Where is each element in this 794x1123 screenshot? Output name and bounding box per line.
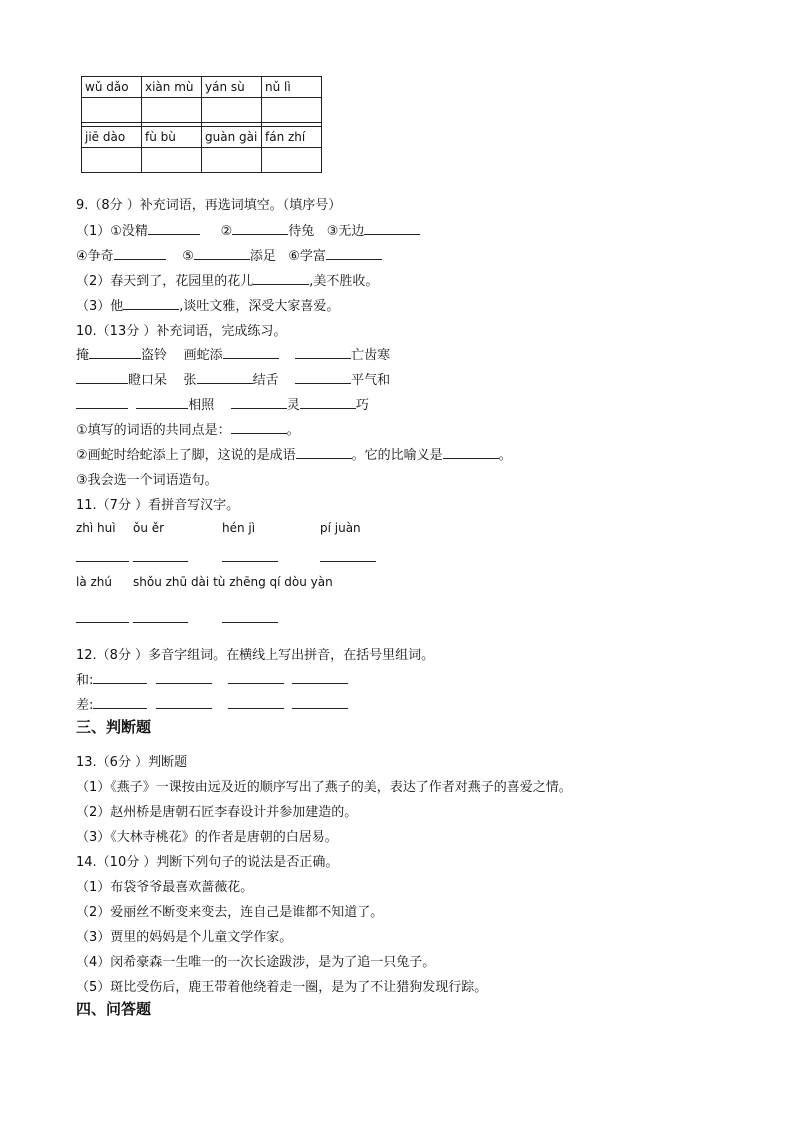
answer-blank[interactable] — [93, 671, 147, 684]
answer-blank[interactable] — [114, 247, 166, 260]
text: 相照 — [188, 398, 215, 413]
question-9-line-4 — [76, 295, 339, 314]
answer-blank[interactable] — [123, 297, 179, 310]
question-10-title: 10.（13分 ）补充词语，完成练习。 — [76, 324, 287, 339]
answer-blank[interactable] — [364, 222, 420, 235]
pinyin-cell: yán sù — [202, 77, 262, 98]
answer-blank[interactable] — [231, 396, 287, 409]
question-9-line-2 — [76, 245, 382, 264]
pinyin-prompt: pí juàn — [320, 521, 361, 535]
answer-line[interactable] — [76, 561, 129, 562]
polyphone-row-cha — [76, 694, 348, 713]
answer-line[interactable] — [76, 622, 129, 623]
judgement-item: （3）贾里的妈妈是个儿童文学作家。 — [76, 930, 293, 945]
question-10-row-3 — [76, 394, 369, 413]
section-heading: 三、判断题 — [76, 718, 152, 736]
question-10-row-1 — [76, 344, 390, 363]
answer-cell[interactable] — [142, 98, 202, 123]
text: 和: — [76, 673, 94, 688]
text: 差: — [76, 698, 94, 713]
answer-cell[interactable] — [82, 148, 142, 173]
text: 。 — [498, 448, 512, 463]
answer-blank[interactable] — [296, 446, 352, 459]
answer-line[interactable] — [222, 561, 278, 562]
text: ③无边 — [326, 224, 365, 239]
pinyin-prompt: hén jì — [222, 521, 256, 535]
polyphone-row-he — [76, 669, 348, 688]
text: 灵 — [286, 398, 300, 413]
answer-blank[interactable] — [295, 371, 351, 384]
answer-blank[interactable] — [194, 247, 250, 260]
text: 待兔 — [288, 224, 315, 239]
answer-cell[interactable] — [142, 148, 202, 173]
text: 亡齿寒 — [351, 348, 391, 363]
pinyin-cell: jiē dào — [82, 127, 142, 148]
answer-line[interactable] — [133, 622, 188, 623]
text: 画蛇添 — [183, 348, 223, 363]
text: ⑤ — [182, 249, 194, 264]
pinyin-prompt: shǒu zhū dài tù zhēng qí dòu yàn — [133, 575, 333, 589]
pinyin-cell: xiàn mù — [142, 77, 202, 98]
text: ①填写的词语的共同点是： — [76, 423, 231, 438]
judgement-item: （5）斑比受伤后，鹿王带着他绕着走一圈，是为了不让猎狗发现行踪。 — [76, 980, 488, 995]
text: ⑥学富 — [288, 249, 326, 264]
pinyin-cell: fán zhí — [262, 127, 322, 148]
answer-blank[interactable] — [292, 696, 348, 709]
answer-blank[interactable] — [443, 446, 499, 459]
answer-blank[interactable] — [93, 696, 147, 709]
text: 。它的比喻义是 — [351, 448, 443, 463]
answer-cell[interactable] — [262, 148, 322, 173]
question-13-title: 13.（6分 ）判断题 — [76, 755, 188, 770]
answer-blank[interactable] — [295, 346, 351, 359]
answer-line[interactable] — [133, 561, 188, 562]
text: 添足 — [249, 249, 276, 264]
answer-blank[interactable] — [76, 396, 128, 409]
answer-blank[interactable] — [76, 371, 128, 384]
answer-blank[interactable] — [136, 396, 188, 409]
question-10-sub-1 — [76, 419, 300, 438]
pinyin-prompt: zhì huì — [76, 521, 116, 535]
answer-blank[interactable] — [197, 371, 253, 384]
text: 平气和 — [351, 373, 391, 388]
text: ④争奇 — [76, 249, 114, 264]
answer-cell[interactable] — [82, 98, 142, 123]
text: 结舌 — [252, 373, 279, 388]
answer-blank[interactable] — [253, 272, 309, 285]
text: （2）春天到了，花园里的花儿 — [76, 274, 254, 289]
judgement-item: （4）闵希豪森一生唯一的一次长途跋涉，是为了追一只兔子。 — [76, 955, 436, 970]
answer-blank[interactable] — [156, 671, 212, 684]
answer-blank[interactable] — [228, 696, 284, 709]
judgement-item: （1）《燕子》一课按由远及近的顺序写出了燕子的美，表达了作者对燕子的喜爱之情。 — [76, 780, 572, 795]
question-10-sub-2 — [76, 444, 512, 463]
answer-blank[interactable] — [223, 346, 279, 359]
question-14-title: 14.（10分 ）判断下列句子的说法是否正确。 — [76, 855, 339, 870]
answer-cell[interactable] — [202, 148, 262, 173]
pinyin-cell: nǔ lì — [262, 77, 322, 98]
question-9-title: 9.（8分 ）补充词语，再选词填空。（填序号） — [76, 198, 342, 213]
answer-blank[interactable] — [300, 396, 356, 409]
answer-blank[interactable] — [156, 696, 212, 709]
text: 张 — [183, 373, 197, 388]
text: 巧 — [355, 398, 369, 413]
answer-line[interactable] — [320, 561, 376, 562]
answer-blank[interactable] — [232, 222, 288, 235]
question-10-sub-3: ③我会选一个词语造句。 — [76, 473, 218, 488]
question-9-line-1 — [76, 220, 420, 239]
text: ②画蛇时给蛇添上了脚，这说的是成语 — [76, 448, 296, 463]
pinyin-cell: wǔ dǎo — [82, 77, 142, 98]
pinyin-prompt: ǒu ěr — [133, 521, 165, 535]
judgement-item: （2）爱丽丝不断变来变去，连自己是谁都不知道了。 — [76, 905, 384, 920]
answer-cell[interactable] — [262, 98, 322, 123]
text: ,谈吐文雅，深受大家喜爱。 — [179, 299, 340, 314]
answer-blank[interactable] — [326, 247, 382, 260]
text: （3）他 — [76, 299, 124, 314]
pinyin-cell: fù bù — [142, 127, 202, 148]
pinyin-table — [81, 76, 322, 173]
answer-blank[interactable] — [89, 346, 141, 359]
question-9-line-3 — [76, 270, 378, 289]
question-10-row-2 — [76, 369, 390, 388]
answer-cell[interactable] — [202, 98, 262, 123]
judgement-item: （3）《大林寺桃花》的作者是唐朝的白居易。 — [76, 830, 338, 845]
pinyin-cell: guàn gài — [202, 127, 262, 148]
text: 掩 — [76, 348, 90, 363]
judgement-item: （1）布袋爷爷最喜欢蔷薇花。 — [76, 880, 254, 895]
judgement-item: （2）赵州桥是唐朝石匠李春设计并参加建造的。 — [76, 805, 358, 820]
answer-blank[interactable] — [148, 222, 200, 235]
text: （1）①没精 — [76, 224, 148, 239]
answer-blank[interactable] — [231, 421, 287, 434]
text: ,美不胜收。 — [309, 274, 379, 289]
section-heading: 四、问答题 — [76, 1000, 152, 1018]
text: 瞪口呆 — [128, 373, 168, 388]
answer-blank[interactable] — [228, 671, 284, 684]
answer-blank[interactable] — [292, 671, 348, 684]
text: ② — [220, 224, 233, 239]
pinyin-prompt: là zhú — [76, 575, 113, 589]
question-12-title: 12.（8分 ）多音字组词。在横线上写出拼音，在括号里组词。 — [76, 648, 435, 663]
text: 盗铃 — [141, 348, 168, 363]
text: 。 — [286, 423, 300, 438]
question-11-title: 11.（7分 ）看拼音写汉字。 — [76, 498, 240, 513]
answer-line[interactable] — [222, 622, 278, 623]
